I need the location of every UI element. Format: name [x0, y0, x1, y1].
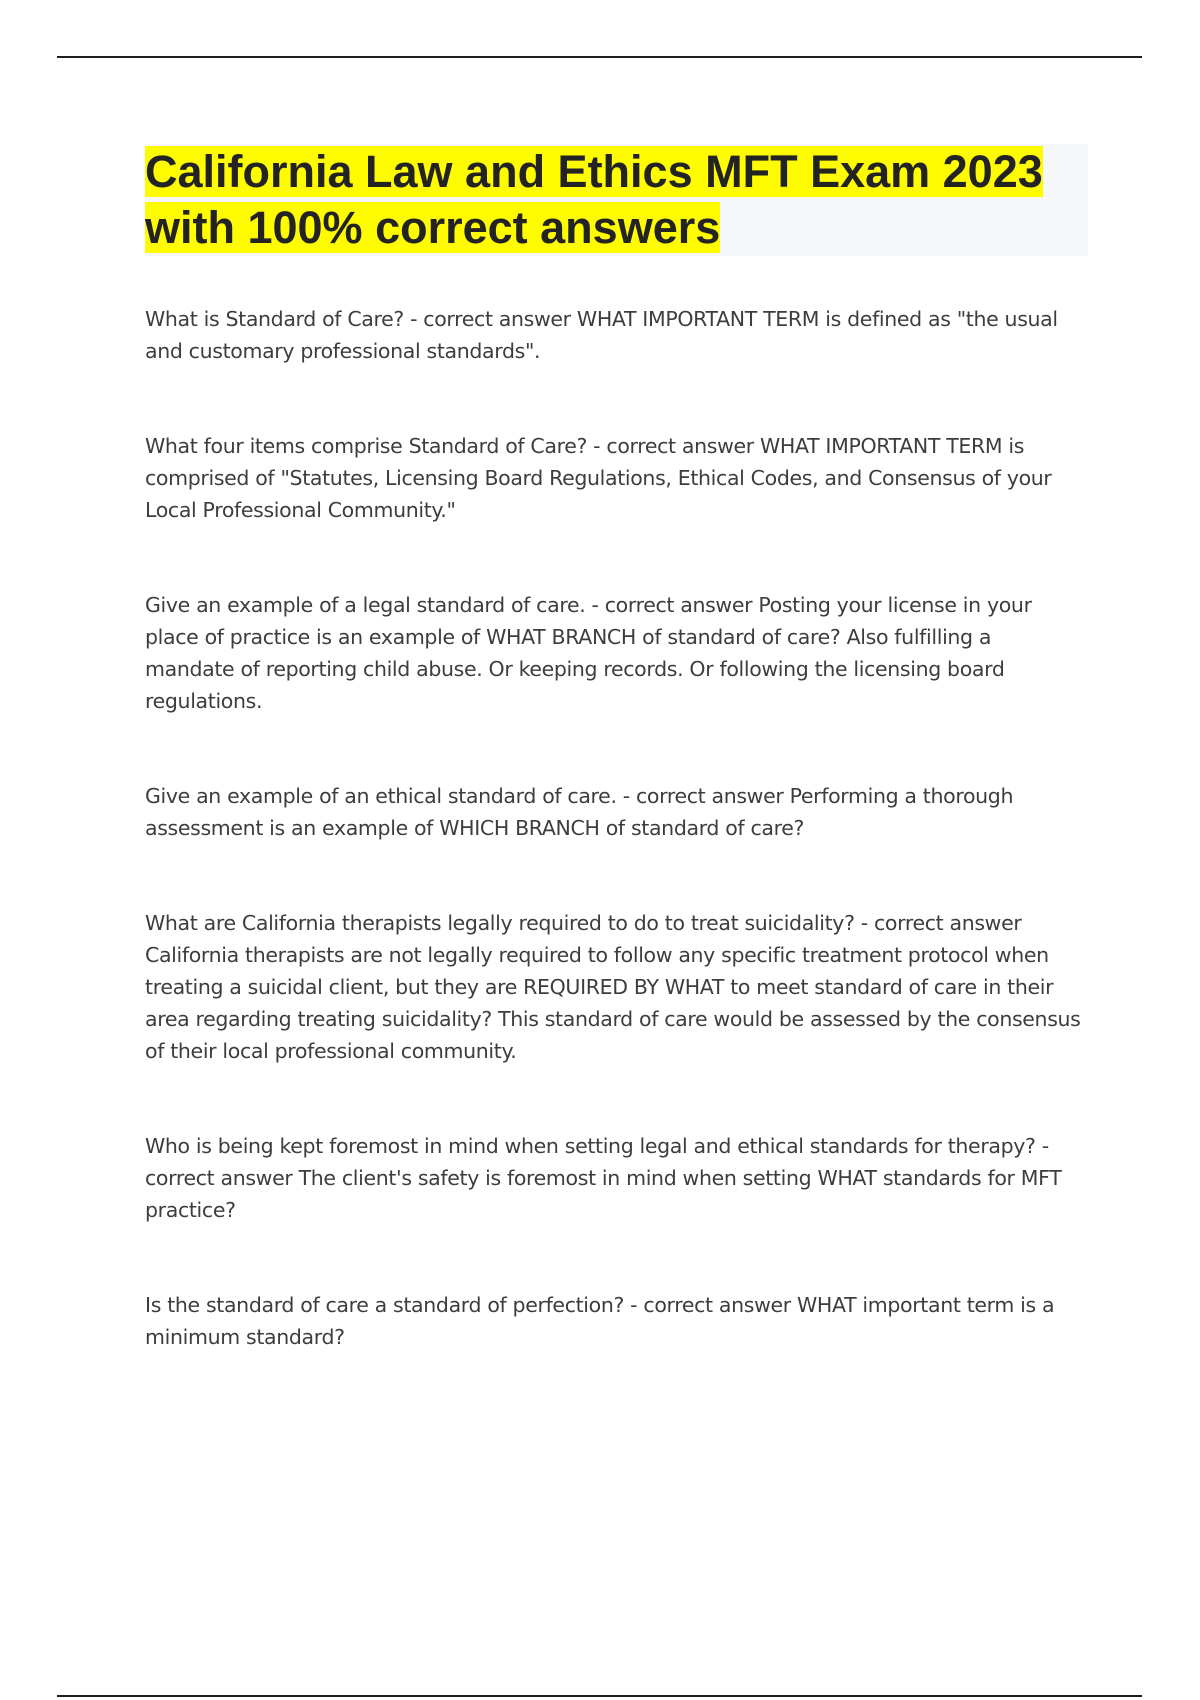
qa-item: Is the standard of care a standard of perfection? - correct answer WHAT important term is a minimum standard? [145, 1293, 1055, 1349]
qa-item: Give an example of a legal standard of care. - correct answer Posting your license in your place of practice is an example of WHAT BRANCH of standard of care? Also fulfilling a mandate of reporting child abuse. Or keeping records. Or following the licensing board regulations. [145, 593, 1032, 713]
qa-item: Give an example of an ethical standard of care. - correct answer Performing a thorough assessment is an example of WHICH BRANCH of standard of care? [145, 784, 1014, 840]
title-block [145, 144, 1088, 256]
title-highlight: California Law and Ethics MFT Exam 2023 with 100% correct answers [145, 146, 1043, 253]
bottom-rule [57, 1695, 1142, 1697]
top-rule [57, 56, 1142, 58]
document-title [145, 144, 1088, 256]
qa-item: What are California therapists legally required to do to treat suicidality? - correct answer California therapists are not legally required to follow any specific treatment protocol when treating a suicidal client, but they are REQUIRED BY WHAT to meet standard of care in their area regarding treating suicidality? This standard of care would be assessed by the consensus of their local professional community. [145, 911, 1081, 1063]
qa-item: What is Standard of Care? - correct answer WHAT IMPORTANT TERM is defined as "the usual and customary professional standards". [145, 307, 1058, 363]
qa-item: Who is being kept foremost in mind when setting legal and ethical standards for therapy? - correct answer The client's safety is foremost in mind when setting WHAT standards for MFT practice? [145, 1134, 1062, 1222]
qa-item: What four items comprise Standard of Care? - correct answer WHAT IMPORTANT TERM is comprised of "Statutes, Licensing Board Regulations, Ethical Codes, and Consensus of your Local Professional Community." [145, 434, 1052, 522]
qa-list [145, 303, 1085, 1416]
